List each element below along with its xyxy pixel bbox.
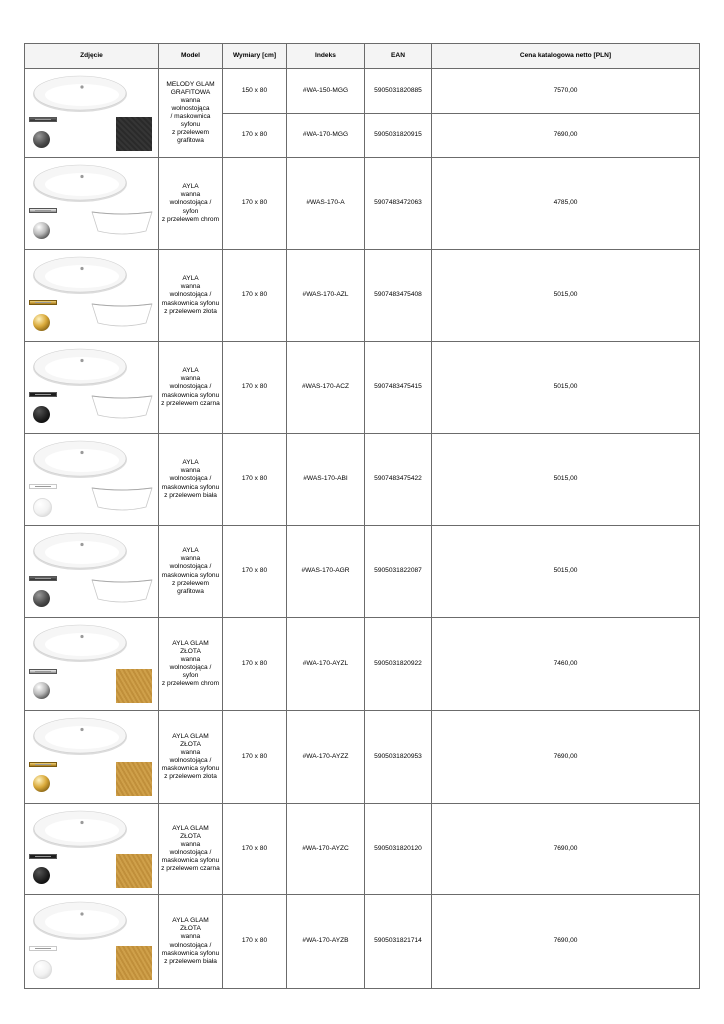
drain-cover <box>29 762 57 767</box>
drain-plug <box>33 222 50 239</box>
header-index: Indeks <box>287 44 365 69</box>
model-line: z przelewem czarna <box>161 865 220 873</box>
table-row <box>25 895 700 989</box>
product-price: 5015,00 <box>432 250 700 342</box>
product-model <box>159 434 223 526</box>
product-price: 5015,00 <box>432 526 700 618</box>
model-line: wolnostojąca / <box>169 291 212 299</box>
model-line: AYLA <box>182 459 199 467</box>
product-index: #WA-150-MGG <box>287 69 365 114</box>
product-photo <box>25 711 159 804</box>
product-dimensions: 170 x 80 <box>223 250 287 342</box>
bathtub-top-view <box>32 73 128 113</box>
drain-plug <box>33 590 50 607</box>
finish-swatch <box>116 854 152 888</box>
table-row <box>25 711 700 804</box>
bathtub-top-view <box>32 899 128 941</box>
model-line: wolnostojąca / <box>169 563 212 571</box>
drain-cover <box>29 300 57 305</box>
product-dimensions: 170 x 80 <box>223 711 287 804</box>
table-row <box>25 804 700 895</box>
product-photo <box>25 250 159 342</box>
drain-cover <box>29 669 57 674</box>
drain-cover <box>29 854 57 859</box>
product-photo <box>25 618 159 711</box>
product-index: #WA-170-MGG <box>287 113 365 158</box>
model-line: maskownica syfonu <box>161 765 220 773</box>
product-ean: 5907483472063 <box>365 158 432 250</box>
model-line: wolnostojąca <box>171 104 210 112</box>
model-line: maskownica syfonu <box>161 857 220 865</box>
header-price: Cena katalogowa netto [PLN] <box>432 44 700 69</box>
finish-swatch <box>116 117 152 151</box>
drain-plug <box>33 314 50 331</box>
drain-plug <box>33 406 50 423</box>
model-line: AYLA GLAM <box>172 732 209 740</box>
product-ean: 5905031820922 <box>365 618 432 711</box>
product-photo <box>25 434 159 526</box>
model-line: AYLA GLAM <box>172 824 209 832</box>
model-line: wanna <box>180 283 201 291</box>
table-row <box>25 250 700 342</box>
model-line: syfon <box>182 672 199 680</box>
model-line: wolnostojąca / <box>169 849 212 856</box>
product-index: #WA-170-AYZB <box>287 895 365 989</box>
model-line: maskownica syfonu <box>161 571 220 579</box>
model-line: z przelewem biała <box>164 491 217 499</box>
drain-cover <box>29 946 57 951</box>
model-line: wolnostojąca / <box>169 941 212 949</box>
model-line: grafitowa <box>177 587 204 595</box>
model-line: wanna <box>180 655 201 663</box>
model-line: z przelewem <box>171 129 209 137</box>
header-model: Model <box>159 44 223 69</box>
product-index: #WAS-170-AGR <box>287 526 365 618</box>
drain-plug <box>33 131 50 148</box>
product-price: 7690,00 <box>432 804 700 895</box>
model-line: ZŁOTA <box>180 832 201 840</box>
product-index: #WA-170-AYZC <box>287 804 365 895</box>
product-photo <box>25 342 159 434</box>
table-row <box>25 618 700 711</box>
model-line: ZŁOTA <box>180 647 201 655</box>
product-model <box>159 618 223 711</box>
model-line: wanna <box>180 555 201 563</box>
drain-plug <box>33 498 52 517</box>
model-line: wanna <box>180 840 201 848</box>
bathtub-top-view <box>32 254 128 295</box>
finish-swatch <box>116 762 152 796</box>
product-index: #WAS-170-ACZ <box>287 342 365 434</box>
table-row <box>25 69 700 114</box>
header-ean: EAN <box>365 44 432 69</box>
model-line: syfonu <box>180 121 201 129</box>
product-ean: 5905031822087 <box>365 526 432 618</box>
model-line: maskownica syfonu <box>161 949 220 957</box>
product-price: 4785,00 <box>432 158 700 250</box>
product-photo <box>25 158 159 250</box>
model-line: z przelewem złota <box>164 773 217 781</box>
model-line: AYLA <box>182 183 199 191</box>
model-line: wanna <box>180 375 201 383</box>
model-line: AYLA GLAM <box>172 639 209 647</box>
model-line: z przelewem czarna <box>161 399 220 407</box>
product-dimensions: 170 x 80 <box>223 342 287 434</box>
drain-cover <box>29 117 57 122</box>
product-photo <box>25 69 159 158</box>
model-line: AYLA <box>182 367 199 375</box>
model-line: z przelewem biała <box>164 957 217 965</box>
bathtub-top-view <box>32 715 128 756</box>
product-dimensions: 170 x 80 <box>223 526 287 618</box>
product-dimensions: 170 x 80 <box>223 804 287 895</box>
model-line: grafitowa <box>177 137 204 145</box>
bathtub-side-view <box>90 301 154 329</box>
bathtub-side-view <box>90 485 154 513</box>
table-row <box>25 158 700 250</box>
model-line: / maskownica <box>170 113 211 120</box>
model-line: wolnostojąca / <box>169 757 212 764</box>
drain-cover <box>29 576 57 581</box>
model-line: wanna <box>180 191 201 199</box>
product-ean: 5907483475415 <box>365 342 432 434</box>
product-photo <box>25 526 159 618</box>
product-index: #WA-170-AYZL <box>287 618 365 711</box>
model-line: ZŁOTA <box>180 925 201 933</box>
header-row <box>25 44 700 69</box>
model-line: maskownica syfonu <box>161 299 220 307</box>
finish-swatch <box>116 946 152 980</box>
model-line: z przelewem złota <box>164 307 217 315</box>
bathtub-top-view <box>32 162 128 203</box>
product-ean: 5905031820953 <box>365 711 432 804</box>
product-ean: 5907483475422 <box>365 434 432 526</box>
model-line: GRAFITOWA <box>170 88 211 96</box>
model-line: AYLA GLAM <box>172 917 209 925</box>
product-price: 7460,00 <box>432 618 700 711</box>
model-line: maskownica syfonu <box>161 391 220 399</box>
product-index: #WAS-170-A <box>287 158 365 250</box>
product-ean: 5905031820120 <box>365 804 432 895</box>
bathtub-side-view <box>90 209 154 237</box>
model-line: AYLA <box>182 547 199 555</box>
header-dimensions: Wymiary [cm] <box>223 44 287 69</box>
product-model <box>159 342 223 434</box>
model-line: wolnostojąca / <box>169 664 212 671</box>
product-price: 7690,00 <box>432 711 700 804</box>
table-row <box>25 526 700 618</box>
model-line: z przelewem chrom <box>161 215 220 223</box>
drain-plug <box>33 867 50 884</box>
bathtub-top-view <box>32 530 128 571</box>
product-model <box>159 69 223 158</box>
model-line: wanna <box>180 933 201 941</box>
product-dimensions: 170 x 80 <box>223 895 287 989</box>
product-dimensions: 150 x 80 <box>223 69 287 114</box>
model-line: ZŁOTA <box>180 740 201 748</box>
bathtub-top-view <box>32 622 128 663</box>
header-photo: Zdjęcie <box>25 44 159 69</box>
product-index: #WAS-170-AZL <box>287 250 365 342</box>
table-row <box>25 342 700 434</box>
product-dimensions: 170 x 80 <box>223 113 287 158</box>
drain-cover <box>29 208 57 213</box>
bathtub-top-view <box>32 808 128 849</box>
drain-plug <box>33 775 50 792</box>
product-model <box>159 711 223 804</box>
product-price: 7690,00 <box>432 895 700 989</box>
product-dimensions: 170 x 80 <box>223 434 287 526</box>
model-line: wanna <box>180 96 201 104</box>
product-ean: 5905031821714 <box>365 895 432 989</box>
model-line: z przelewem <box>171 579 209 587</box>
bathtub-side-view <box>90 393 154 421</box>
model-line: MELODY GLAM <box>166 80 215 88</box>
model-line: wolnostojąca / <box>169 383 212 391</box>
drain-cover <box>29 392 57 397</box>
model-line: AYLA <box>182 275 199 283</box>
finish-swatch <box>116 669 152 703</box>
product-index: #WAS-170-ABI <box>287 434 365 526</box>
bathtub-side-view <box>90 577 154 605</box>
model-line: wanna <box>180 467 201 475</box>
product-photo <box>25 895 159 989</box>
product-ean: 5907483475408 <box>365 250 432 342</box>
model-line: syfon <box>182 207 199 215</box>
product-model <box>159 250 223 342</box>
product-photo <box>25 804 159 895</box>
product-ean: 5905031820885 <box>365 69 432 114</box>
product-price: 5015,00 <box>432 342 700 434</box>
product-price: 5015,00 <box>432 434 700 526</box>
product-price: 7690,00 <box>432 113 700 158</box>
model-line: wolnostojąca / <box>169 475 212 483</box>
product-dimensions: 170 x 80 <box>223 618 287 711</box>
product-dimensions: 170 x 80 <box>223 158 287 250</box>
bathtub-top-view <box>32 438 128 479</box>
model-line: wolnostojąca / <box>169 199 212 207</box>
model-line: z przelewem chrom <box>161 680 220 688</box>
product-model <box>159 895 223 989</box>
drain-cover <box>29 484 57 489</box>
drain-plug <box>33 960 52 979</box>
product-price: 7570,00 <box>432 69 700 114</box>
product-ean: 5905031820915 <box>365 113 432 158</box>
product-model <box>159 804 223 895</box>
table-row <box>25 434 700 526</box>
drain-plug <box>33 682 50 699</box>
model-line: wanna <box>180 748 201 756</box>
bathtub-top-view <box>32 346 128 387</box>
price-table <box>24 43 700 989</box>
product-model <box>159 158 223 250</box>
product-index: #WA-170-AYZZ <box>287 711 365 804</box>
product-model <box>159 526 223 618</box>
model-line: maskownica syfonu <box>161 483 220 491</box>
